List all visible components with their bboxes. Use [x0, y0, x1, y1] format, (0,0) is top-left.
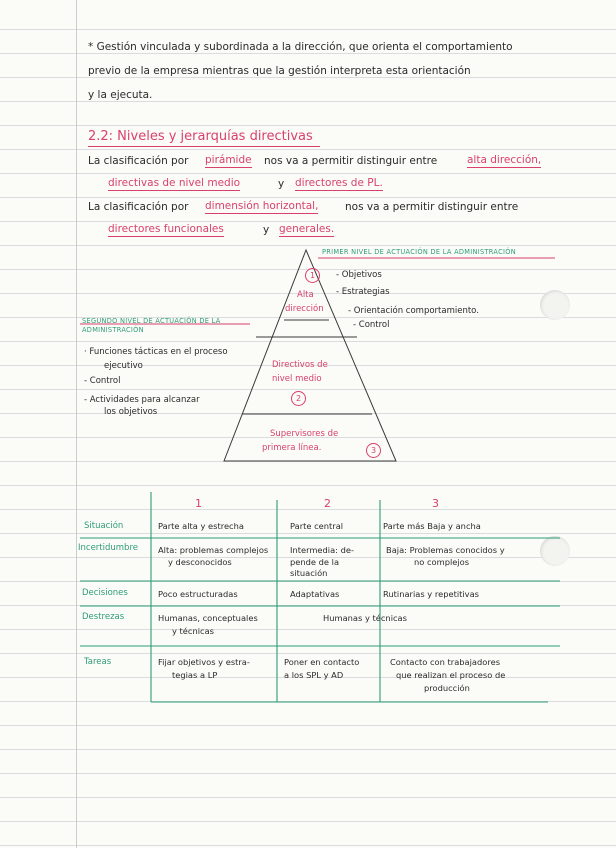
row-label-tareas: Tareas — [84, 657, 112, 667]
section-title: 2.2: Niveles y jerarquías directivas — [88, 129, 313, 144]
first-level-item: - Estrategias — [336, 287, 390, 297]
second-level-title: SEGUNDO NIVEL DE ACTUACIÓN DE LA — [82, 317, 221, 325]
horizontal-sentence-mid: nos va a permitir distinguir entre — [345, 201, 519, 213]
table-cell: Alta: problemas complejos — [158, 545, 269, 555]
table-cell: Intermedia: de- — [290, 545, 354, 555]
second-level-item: - Actividades para alcanzar — [84, 395, 200, 405]
tier-3-number: 3 — [366, 443, 381, 458]
table-cell: Parte más Baja y ancha — [383, 521, 481, 531]
table-cell: Humanas, conceptuales — [158, 613, 258, 623]
term-directores-funcionales: directores funcionales — [108, 223, 224, 235]
table-cell: Rutinarias y repetitivas — [383, 589, 479, 599]
table-cell: Fijar objetivos y estra- — [158, 657, 250, 667]
term-generales: generales. — [279, 223, 335, 235]
second-level-title-cont: ADMINISTRACIÓN — [82, 326, 144, 334]
tier-3-label-cont: primera línea. — [262, 443, 322, 453]
row-label-incertidumbre: Incertidumbre — [78, 543, 138, 553]
table-cell: situación — [290, 568, 328, 578]
term-directivas-nivel-medio: directivas de nivel medio — [108, 177, 241, 189]
second-level-item: · Funciones tácticas en el proceso — [84, 347, 228, 357]
column-header-2: 2 — [324, 497, 331, 510]
pyramid-sentence-start: La clasificación por — [88, 155, 189, 167]
tier-2-label-cont: nivel medio — [272, 374, 322, 384]
conj-y: y — [278, 178, 285, 190]
column-header-3: 3 — [432, 497, 439, 510]
row-label-decisiones: Decisiones — [82, 588, 128, 598]
second-level-item: los objetivos — [104, 407, 158, 417]
table-cell: producción — [424, 683, 470, 693]
intro-line-3: y la ejecuta. — [88, 89, 153, 101]
term-alta-direccion: alta dirección, — [467, 154, 542, 166]
first-level-item: - Control — [353, 320, 390, 330]
table-cell: a los SPL y AD — [284, 670, 344, 680]
table-cell: y técnicas — [172, 626, 214, 636]
table-cell: Parte alta y estrecha — [158, 521, 244, 531]
table-cell: Poner en contacto — [284, 657, 360, 667]
table-cell: pende de la — [290, 557, 340, 567]
table-cell: Poco estructuradas — [158, 589, 238, 599]
conj-y-2: y — [263, 224, 270, 236]
table-cell: que realizan el proceso de — [396, 670, 506, 680]
table-cell: Baja: Problemas conocidos y — [386, 545, 505, 555]
pyramid-sentence-mid: nos va a permitir distinguir entre — [264, 155, 438, 167]
tier-2-label: Directivos de — [272, 360, 328, 370]
second-level-item: ejecutivo — [104, 361, 143, 371]
table-cell: no complejos — [414, 557, 470, 567]
table-cell: tegias a LP — [172, 670, 218, 680]
tier-1-label-cont: dirección — [285, 304, 324, 314]
row-label-destrezas: Destrezas — [82, 612, 125, 622]
first-level-item: - Orientación comportamiento. — [348, 306, 479, 316]
tier-2-number: 2 — [291, 391, 306, 406]
table-cell: y desconocidos — [168, 557, 232, 567]
first-level-item: - Objetivos — [336, 270, 382, 280]
horizontal-sentence-start: La clasificación por — [88, 201, 189, 213]
table-cell: Humanas y técnicas — [323, 613, 407, 623]
table-cell: Parte central — [290, 521, 344, 531]
tier-3-label: Supervisores de — [270, 429, 339, 439]
term-dimension-horizontal: dimensión horizontal, — [205, 200, 319, 212]
term-directores-pl: directores de PL. — [295, 177, 383, 189]
column-header-1: 1 — [195, 497, 202, 510]
tier-1-label: Alta — [297, 290, 314, 300]
row-label-situacion: Situación — [84, 521, 124, 531]
first-level-title: PRIMER NIVEL DE ACTUACIÓN DE LA ADMINISTRACIÓN — [322, 248, 516, 256]
second-level-item: - Control — [84, 376, 121, 386]
intro-line-1: * Gestión vinculada y subordinada a la dirección, que orienta el comportamiento — [88, 41, 513, 53]
tier-1-number: 1 — [305, 268, 320, 283]
term-piramide: pirámide — [205, 154, 252, 166]
table-cell: Contacto con trabajadores — [390, 657, 501, 667]
table-cell: Adaptativas — [290, 589, 340, 599]
intro-line-2: previo de la empresa mientras que la gestión interpreta esta orientación — [88, 65, 471, 77]
